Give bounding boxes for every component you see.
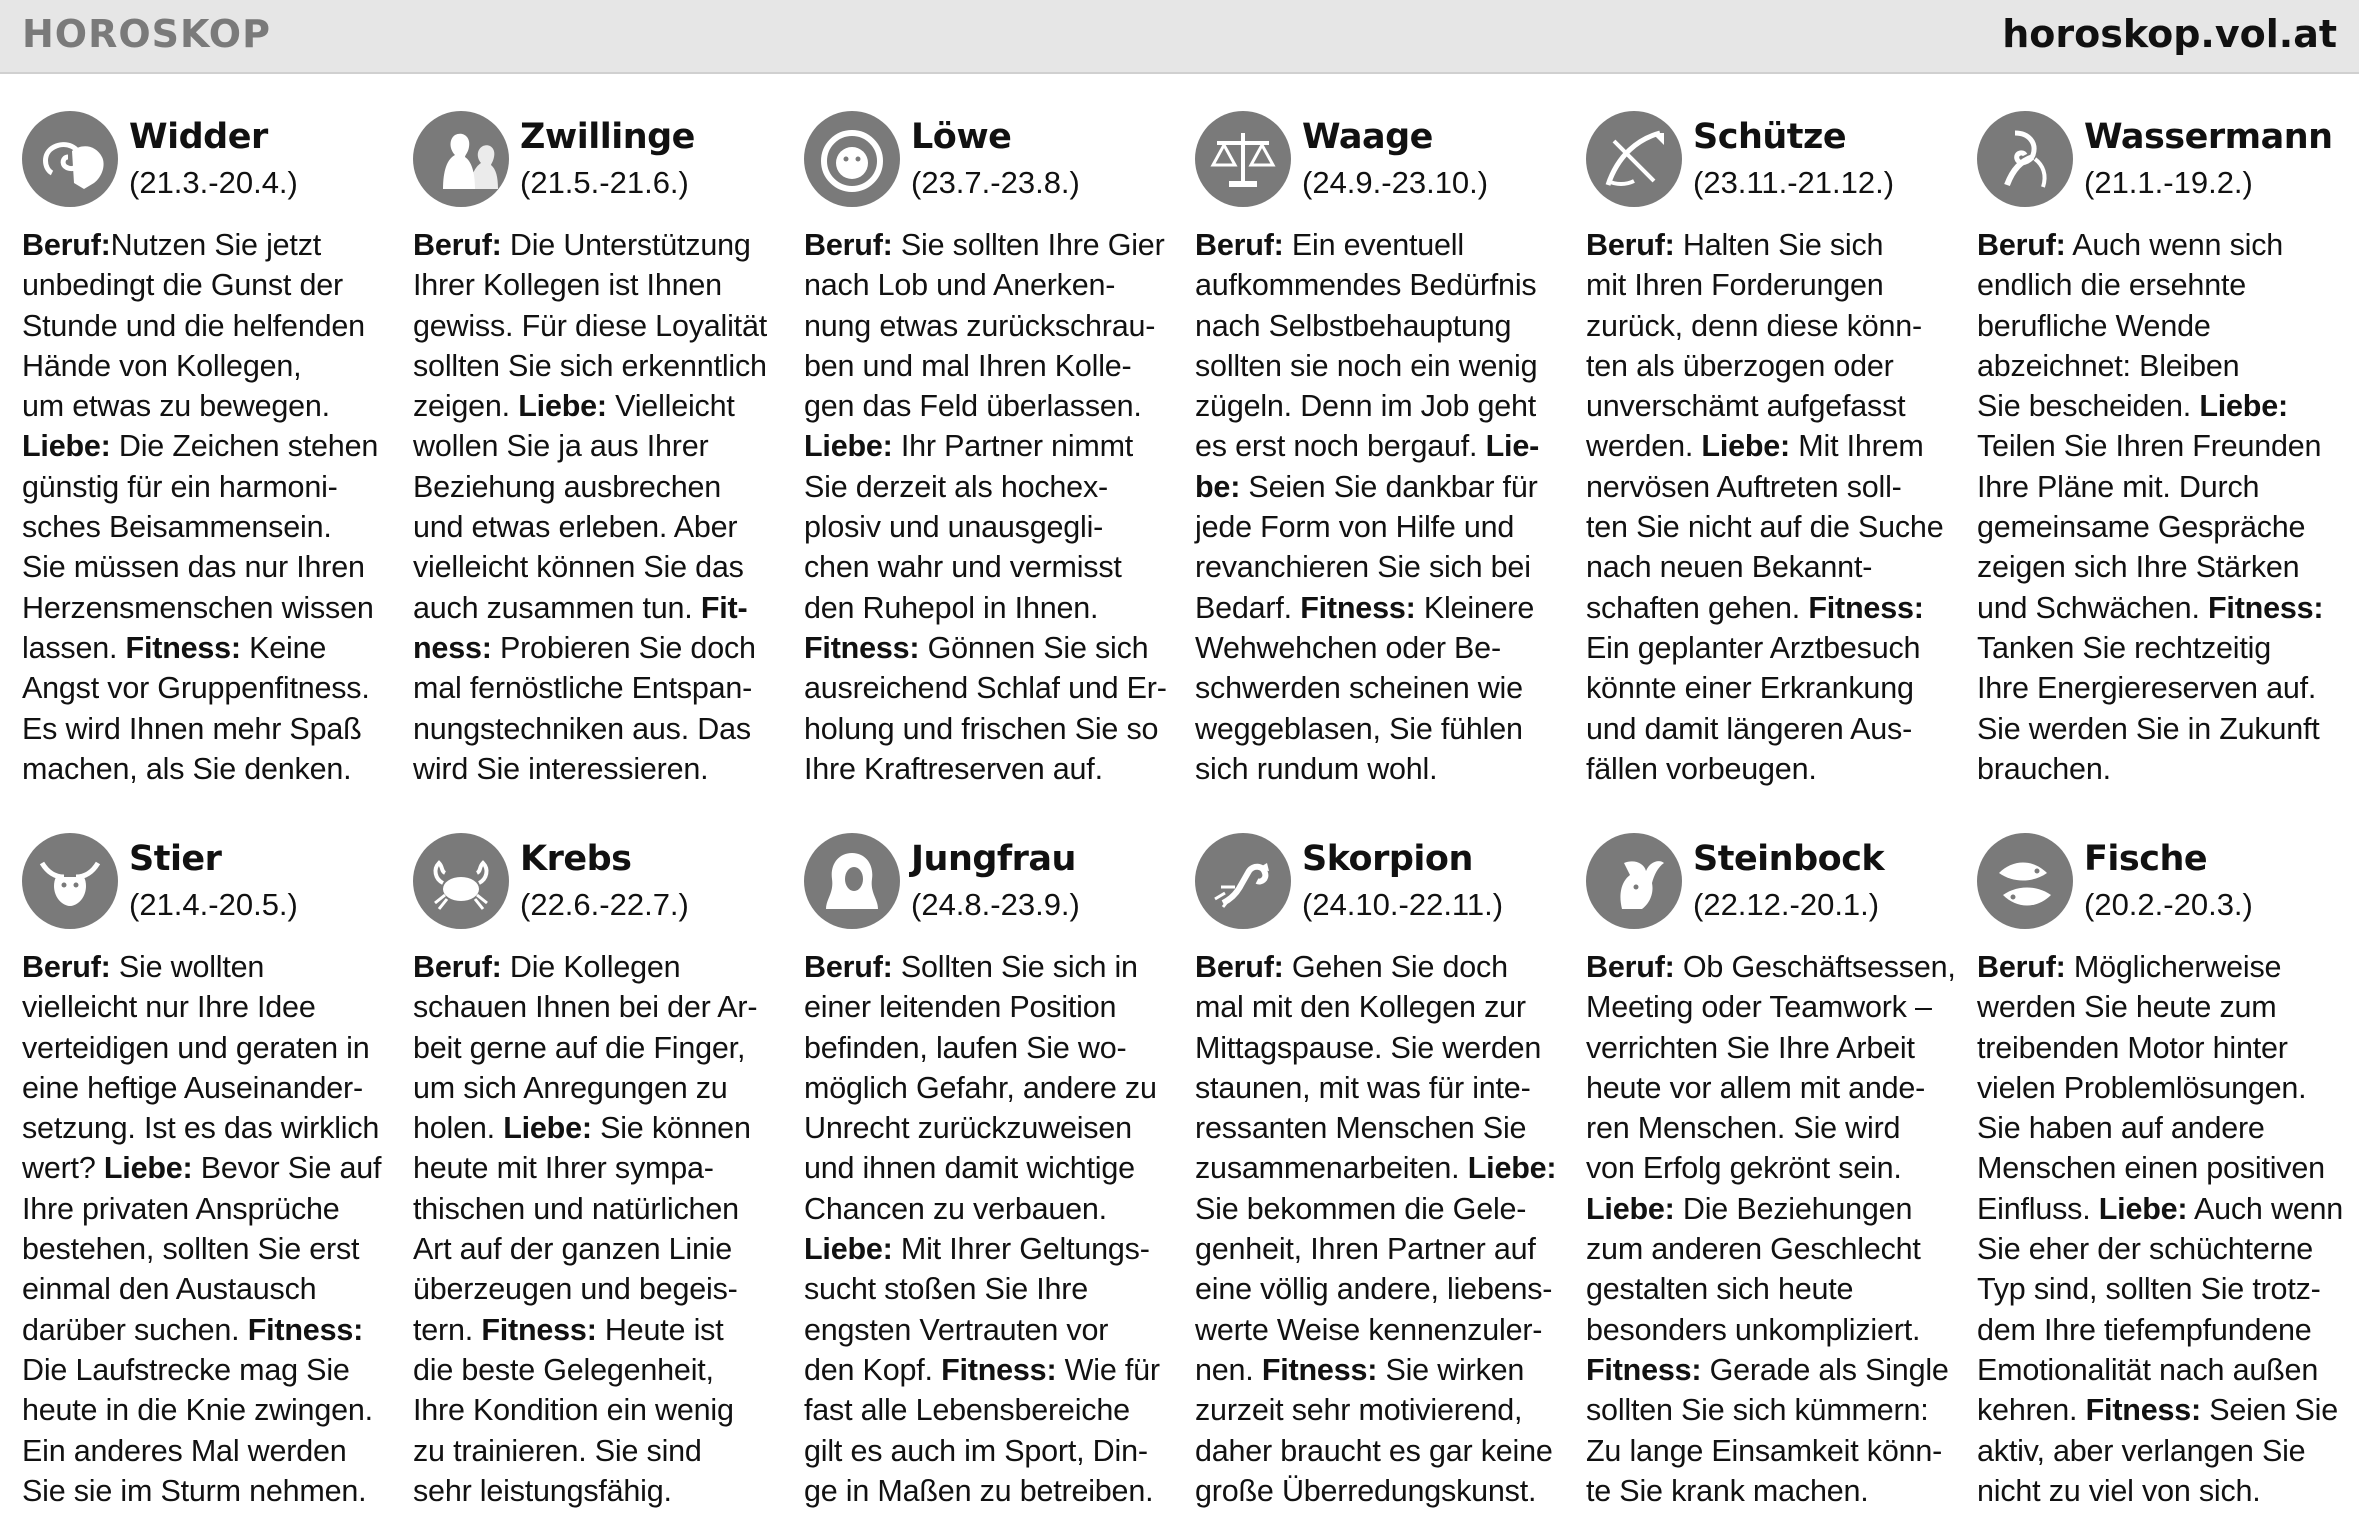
sign-name: Löwe bbox=[911, 117, 1012, 157]
scorpion-icon bbox=[1195, 833, 1291, 929]
fitness-label: Fitness: bbox=[1300, 590, 1416, 625]
sign-widder bbox=[22, 105, 396, 815]
sign-dates: (22.6.-22.7.) bbox=[520, 887, 689, 922]
section-title: HOROSKOP bbox=[22, 12, 271, 56]
sign-name: Wassermann bbox=[2084, 117, 2333, 157]
sign-name: Waage bbox=[1302, 117, 1433, 157]
liebe-label: Liebe: bbox=[1467, 1151, 1557, 1186]
sign-name: Widder bbox=[129, 117, 268, 157]
beruf-label: Beruf: bbox=[1977, 228, 2066, 262]
liebe-label: Liebe: bbox=[1586, 1191, 1675, 1226]
fitness-label: Fitness: bbox=[941, 1352, 1057, 1387]
sign-header bbox=[1977, 827, 2351, 933]
sign-header bbox=[1195, 827, 1569, 933]
fitness-label: Fitness: bbox=[2085, 1393, 2201, 1428]
horoscope-text: Beruf: Auch wenn sich endlich die ersehnte berufliche Wende abzeichnet: Bleiben Sie bescheiden. Liebe: Teilen Sie Ihren Freunden Ihre Pläne mit. Durch gemeinsame Gespräche zeigen sich Ihre Stärken und Schwächen. Fitness: Tanken Sie rechtzeitig Ihre Energiereserven auf. Sie werden Sie in Zukunft brauchen. bbox=[1977, 228, 2324, 786]
horoscope-text: Beruf: Halten Sie sich mit Ihren Forderungen zurück, denn diese könn- ten als überzogen oder unverschämt aufgefasst werden. Liebe: Mit Ihrem nervösen Auftreten soll- ten Sie nicht auf die Suche nach neuen Bekannt- schaften gehen. Fitness: Ein geplanter Arztbesuch könnte einer Erkrankung und damit längeren Aus- fällen vorbeugen. bbox=[1586, 228, 1944, 786]
sign-schuetze bbox=[1586, 105, 1960, 815]
horoscope-text: Beruf: Sie wollten vielleicht nur Ihre Idee verteidigen und geraten in eine heftige Auseinander- setzung. Ist es das wirklich wert? Liebe: Bevor Sie auf Ihre privaten Ansprüche bestehen, sollten Sie erst einmal den Austausch darüber suchen. Fitness: Die Laufstrecke mag Sie heute in die Knie zwingen. Ein anderes Mal werden Sie sie im Sturm nehmen. bbox=[22, 950, 382, 1508]
fitness-label: Fitness: bbox=[1261, 1352, 1378, 1387]
fitness-label: Fitness: bbox=[1586, 1352, 1702, 1387]
fitness-label: Fitness: bbox=[125, 630, 241, 665]
sign-waage bbox=[1195, 105, 1569, 815]
sign-dates: (20.2.-20.3.) bbox=[2084, 887, 2253, 922]
horoscope-text: Beruf: Gehen Sie doch mal mit den Kollegen zur Mittagspause. Sie werden staunen, mit was für inte- ressanten Menschen Sie zusammenarbeiten. Liebe: Sie bekommen die Gele- genheit, Ihren Partner auf eine völlig andere, liebens- werte Weise kennenzuler- nen. Fitness: Sie wirken zurzeit sehr motivierend, daher braucht es gar keine große Überredungskunst. bbox=[1195, 950, 1557, 1508]
liebe-label: Liebe: bbox=[518, 389, 607, 424]
liebe-label: Liebe: bbox=[1701, 429, 1791, 464]
liebe-label: Liebe: bbox=[2199, 389, 2288, 424]
sign-jungfrau bbox=[804, 827, 1178, 1527]
sign-header bbox=[804, 105, 1178, 211]
liebe-label: Lie- be: bbox=[1195, 429, 1540, 504]
sign-fische bbox=[1977, 827, 2351, 1527]
sign-name: Jungfrau bbox=[911, 839, 1076, 879]
beruf-label: Beruf: bbox=[1195, 228, 1284, 262]
sign-name: Stier bbox=[129, 839, 222, 879]
sign-name: Zwillinge bbox=[520, 117, 695, 157]
sign-header bbox=[22, 105, 396, 211]
sign-dates: (21.4.-20.5.) bbox=[129, 887, 298, 922]
sign-dates: (23.11.-21.12.) bbox=[1693, 165, 1895, 200]
sign-header bbox=[1586, 105, 1960, 211]
fitness-label: Fit- ness: bbox=[413, 590, 748, 665]
beruf-label: Beruf: bbox=[413, 228, 502, 262]
sign-dates: (21.3.-20.4.) bbox=[129, 165, 298, 200]
sign-wassermann bbox=[1977, 105, 2351, 815]
sign-header bbox=[413, 105, 787, 211]
horoscope-text: Beruf: Die Unterstützung Ihrer Kollegen ist Ihnen gewiss. Für diese Loyalität sollten Sie sich erkenntlich zeigen. Liebe: Vielleicht wollen Sie ja aus Ihrer Beziehung ausbrechen und etwas erleben. Aber vielleicht können Sie das auch zusammen tun. Fit- ness: Probieren Sie doch mal fernöstliche Entspan- nungstechniken aus. Das wird Sie interessieren. bbox=[413, 228, 767, 786]
beruf-label: Beruf: bbox=[22, 228, 111, 262]
horoscope-grid bbox=[22, 105, 2342, 1527]
liebe-label: Liebe: bbox=[804, 1232, 893, 1267]
sign-krebs bbox=[413, 827, 787, 1527]
fish-icon bbox=[1977, 833, 2073, 929]
beruf-label: Beruf: bbox=[1977, 950, 2066, 984]
liebe-label: Liebe: bbox=[804, 429, 893, 464]
liebe-label: Liebe: bbox=[103, 1151, 193, 1186]
ibex-icon bbox=[1586, 833, 1682, 929]
sign-name: Krebs bbox=[520, 839, 632, 879]
sign-dates: (21.1.-19.2.) bbox=[2084, 165, 2253, 200]
sign-name: Steinbock bbox=[1693, 839, 1885, 879]
sign-steinbock bbox=[1586, 827, 1960, 1527]
fitness-label: Fitness: bbox=[1808, 590, 1924, 625]
sign-header bbox=[804, 827, 1178, 933]
fitness-label: Fitness: bbox=[481, 1312, 597, 1347]
sign-dates: (24.9.-23.10.) bbox=[1302, 165, 1489, 200]
liebe-label: Liebe: bbox=[2098, 1191, 2188, 1226]
lion-icon bbox=[804, 111, 900, 207]
beruf-label: Beruf: bbox=[413, 950, 502, 984]
horoscope-text: Beruf: Die Kollegen schauen Ihnen bei der Ar- beit gerne auf die Finger, um sich Anregungen zu holen. Liebe: Sie können heute mit Ihrer sympa- thischen und natürlichen Art auf der ganzen Linie überzeugen und begeis- tern. Fitness: Heute ist die beste Gelegenheit, Ihre Kondition ein wenig zu trainieren. Sie sind sehr leistungsfähig. bbox=[413, 950, 758, 1508]
bull-icon bbox=[22, 833, 118, 929]
horoscope-text: Beruf:Nutzen Sie jetzt unbedingt die Gunst der Stunde und die helfenden Hände von Kollegen, um etwas zu bewegen. Liebe: Die Zeichen stehen günstig für ein harmoni- sches Beisammensein. Sie müssen das nur Ihren Herzensmenschen wissen lassen. Fitness: Keine Angst vor Gruppenfitness. Es wird Ihnen mehr Spaß machen, als Sie denken. bbox=[22, 228, 379, 786]
fitness-label: Fitness: bbox=[804, 630, 920, 665]
virgin-icon bbox=[804, 833, 900, 929]
site-url-link[interactable]: horoskop.vol.at bbox=[2002, 12, 2337, 56]
beruf-label: Beruf: bbox=[804, 950, 893, 984]
sign-zwillinge bbox=[413, 105, 787, 815]
sign-dates: (22.12.-20.1.) bbox=[1693, 887, 1880, 922]
ram-icon bbox=[22, 111, 118, 207]
liebe-label: Liebe: bbox=[22, 429, 111, 464]
sign-header bbox=[1195, 105, 1569, 211]
beruf-label: Beruf: bbox=[1195, 950, 1284, 984]
sign-loewe bbox=[804, 105, 1178, 815]
archer-icon bbox=[1586, 111, 1682, 207]
horoscope-text: Beruf: Sollten Sie sich in einer leitenden Position befinden, laufen Sie wo- möglich Gefahr, andere zu Unrecht zurückzuweisen und ihnen damit wichtige Chancen zu verbauen. Liebe: Mit Ihrer Geltungs- sucht stoßen Sie Ihre engsten Vertrauten vor den Kopf. Fitness: Wie für fast alle Lebensbereiche gilt es auch im Sport, Din- ge in Maßen zu betreiben. bbox=[804, 950, 1160, 1508]
beruf-label: Beruf: bbox=[1586, 950, 1675, 984]
scales-icon bbox=[1195, 111, 1291, 207]
horoscope-text: Beruf: Möglicherweise werden Sie heute zum treibenden Motor hinter vielen Problemlösungen. Sie haben auf andere Menschen einen positiven Einfluss. Liebe: Auch wenn Sie eher der schüchterne Typ sind, sollten Sie trotz- dem Ihre tiefempfundene Emotionalität nach außen kehren. Fitness: Seien Sie aktiv, aber verlangen Sie nicht zu viel von sich. bbox=[1977, 950, 2344, 1508]
water-bearer-icon bbox=[1977, 111, 2073, 207]
page-header bbox=[0, 0, 2359, 74]
sign-name: Skorpion bbox=[1302, 839, 1473, 879]
sign-stier bbox=[22, 827, 396, 1527]
fitness-label: Fitness: bbox=[2208, 590, 2324, 625]
beruf-label: Beruf: bbox=[804, 228, 893, 262]
sign-skorpion bbox=[1195, 827, 1569, 1527]
sign-name: Fische bbox=[2084, 839, 2208, 879]
sign-dates: (24.8.-23.9.) bbox=[911, 887, 1080, 922]
sign-header bbox=[1586, 827, 1960, 933]
beruf-label: Beruf: bbox=[22, 950, 111, 984]
sign-dates: (23.7.-23.8.) bbox=[911, 165, 1080, 200]
beruf-label: Beruf: bbox=[1586, 228, 1675, 262]
sign-header bbox=[1977, 105, 2351, 211]
horoscope-text: Beruf: Sie sollten Ihre Gier nach Lob und Anerken- nung etwas zurückschrau- ben und mal Ihren Kolle- gen das Feld überlassen. Liebe: Ihr Partner nimmt Sie derzeit als hochex- plosiv und unausgegli- chen wahr und vermisst den Ruhepol in Ihnen. Fitness: Gönnen Sie sich ausreichend Schlaf und Er- holung und frischen Sie so Ihre Kraftreserven auf. bbox=[804, 228, 1167, 786]
sign-name: Schütze bbox=[1693, 117, 1847, 157]
liebe-label: Liebe: bbox=[503, 1111, 592, 1146]
sign-header bbox=[22, 827, 396, 933]
fitness-label: Fitness: bbox=[247, 1312, 364, 1347]
sign-dates: (21.5.-21.6.) bbox=[520, 165, 689, 200]
sign-header bbox=[413, 827, 787, 933]
sign-dates: (24.10.-22.11.) bbox=[1302, 887, 1504, 922]
crab-icon bbox=[413, 833, 509, 929]
horoscope-text: Beruf: Ein eventuell aufkommendes Bedürfnis nach Selbstbehauptung sollten sie noch ein wenig zügeln. Denn im Job geht es erst noch bergauf. Lie- be: Seien Sie dankbar für jede Form von Hilfe und revanchieren Sie sich bei Bedarf. Fitness: Kleinere Wehwehchen oder Be- schwerden scheinen wie weggeblasen, Sie fühlen sich rundum wohl. bbox=[1195, 228, 1540, 786]
twins-icon bbox=[413, 111, 509, 207]
horoscope-text: Beruf: Ob Geschäftsessen, Meeting oder Teamwork – verrichten Sie Ihre Arbeit heute vor allem mit ande- ren Menschen. Sie wird von Erfolg gekrönt sein. Liebe: Die Beziehungen zum anderen Geschlecht gestalten sich heute besonders unkompliziert. Fitness: Gerade als Single sollten Sie sich kümmern: Zu lange Einsamkeit könn- te Sie krank machen. bbox=[1586, 950, 1956, 1508]
